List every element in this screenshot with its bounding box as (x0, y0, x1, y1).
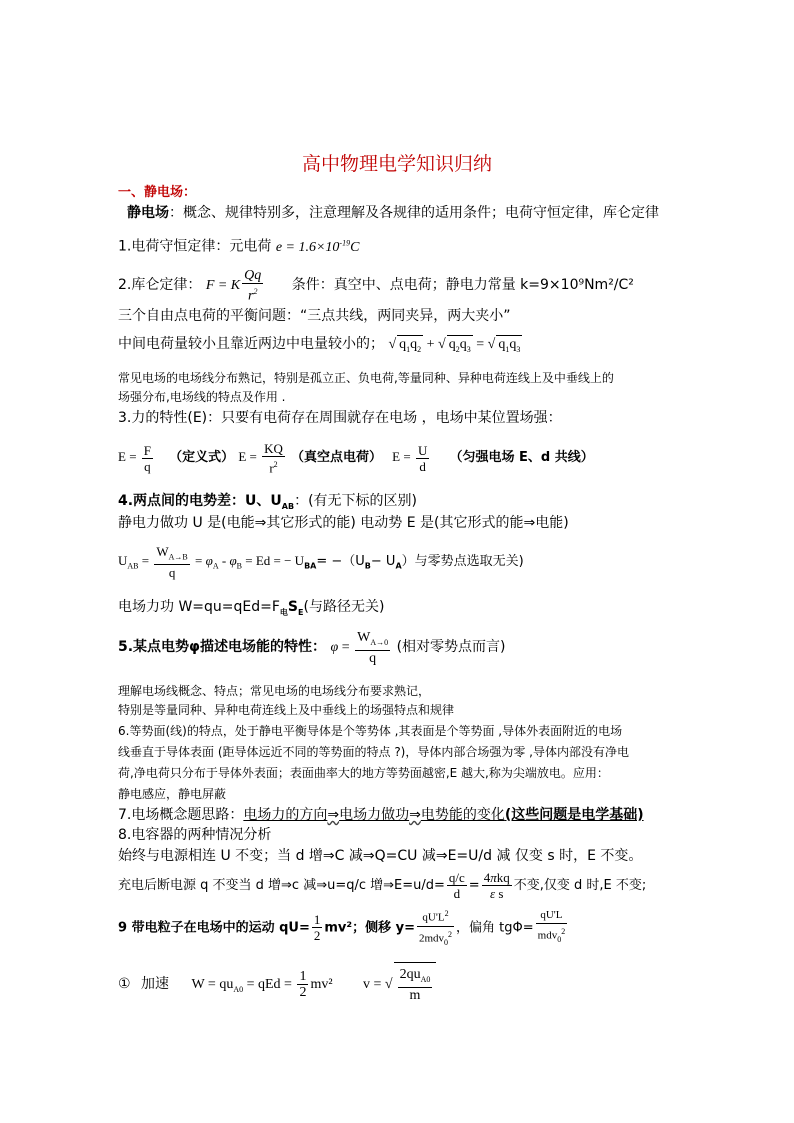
capacitor-disconnected-line: 充电后断电源 q 不变当 d 增⇒c 减⇒u=q/c 增⇒E=u/d= $\frac{q/c}{d}$ = $\frac{\text{4πkq}}{\text{ε s}}$ 不变,仅变 d 时,E 不变; (118, 870, 647, 901)
field-def-formula: E = $\frac{F}{q}$ (118, 442, 152, 474)
uab-formula: $U_{AB}$ = $\frac{W_{A\to B}}{q}$ = $\varphi_A - \varphi_B$ (118, 543, 242, 581)
uniform-field-formula: E = $\frac{U}{d}$ (392, 442, 428, 474)
uniform-field-label: （匀强电场 E、d 共线） (449, 450, 594, 465)
point-charge-formula: E = $\frac{KQ}{r^2}$ (238, 440, 283, 476)
line-text: 中间电荷量较小且靠近两边中电量较小的； (118, 336, 384, 352)
sqrt-formula: √ $q_1q_2$ + √ $q_2q_3$ = √ $q_1q_3$ (388, 337, 522, 352)
charge-ratio-line (118, 335, 522, 359)
definition-label: （定义式） (169, 450, 235, 465)
force-property-line: 3.力的特性(E)：只要有电荷存在周围就存在电场 ，电场中某位置场强： (118, 410, 562, 426)
capacitor-connected-line: 始终与电源相连 U 不变；当 d 增⇒C 减⇒Q=CU 减⇒E=U/d 减 仅变 s 时，E 不变。 (118, 848, 643, 864)
equipotential-line-4: 静电感应，静电屏蔽 (118, 787, 227, 801)
charge-conservation-line (118, 234, 359, 257)
field-line-rule: 特别是等量同种、异种电荷连线上及中垂线上的场强特点和规律 (118, 703, 455, 717)
three-charge-line: 三个自由点电荷的平衡问题：“三点共线，两同夹异，两大夹小” (118, 308, 511, 324)
intro-bold: 静电场 (127, 205, 169, 221)
intro-rest: ：概念、规律特别多，注意理解及各规律的适用条件；电荷守恒定律，库仑定律 (169, 205, 659, 221)
potential-property-line: 5.某点电势φ描述电场能的特性： φ = $\frac{W_{A\to 0}}{q}$ (相对零势点而言) (118, 629, 506, 666)
capacitor-heading: 8.电容器的两种情况分析 (118, 827, 272, 843)
equipotential-line-1: 6.等势面(线)的特点，处于静电平衡导体是个等势体 ,其表面是个等势面 ,导体外表面附近的电场 (118, 724, 623, 738)
potential-formula: φ = $\frac{W_{A\to 0}}{q}$ (330, 629, 389, 666)
potential-difference-line: 4.两点间的电势差：U、$U_{AB}$：(有无下标的区别) (118, 493, 418, 511)
field-line-note-1: 常见电场的电场线分布熟记，特别是孤立正、负电荷,等量同种、异种电荷连线上及中垂线上的 (118, 371, 614, 385)
field-work-line: 电场力功 $W=qu=qEd=F_电S_E$(与路径无关) (118, 599, 385, 617)
work-emf-line: 静电力做功 U 是(电能⇒其它形式的能) 电动势 E 是(其它形式的能⇒电能) (118, 515, 569, 531)
equipotential-line-3: 荷,净电荷只分布于导体外表面；表面曲率大的地方等势面越密,E 越大,称为尖端放电。应用： (118, 766, 609, 780)
acceleration-line: ① 加速 $W = qu_{A0}$ = qEd = $\frac{1}{2}$ mv² v = √ $\frac{2qu_{A0}}{m}$ (118, 962, 436, 1012)
field-line-concept: 理解电场线概念、特点；常见电场的电场线分布要求熟记， (118, 684, 431, 698)
field-formulas-line (118, 437, 594, 478)
equipotential-line-2: 线垂直于导体表面 (距导体远近不同的等势面的特点 ?)，导体内部合场强为零 ,导体内部没有净电 (118, 745, 629, 759)
line-text: 2.库仑定律： (118, 277, 202, 294)
intro-line (127, 204, 659, 222)
charged-particle-line: 9 带电粒子在电场中的运动 qU= $\frac{1}{2}$ mv²；侧移 y= $\frac{qU'L^2}{2mdv_0^2}$ ，偏角 tgΦ= $\frac{qU'L}{mdv_0^2}$ (118, 906, 569, 950)
line-text: 1.电荷守恒定律：元电荷 (118, 238, 272, 255)
elementary-charge-formula: $e = 1.6\times 10^{-19}C$ (275, 238, 360, 255)
concept-approach-line: 7.电场概念题思路：电场力的方向⇒电场力做功⇒电势能的变化(这些问题是电学基础) (118, 807, 644, 823)
coulomb-formula: F = K $\frac{Qq}{r^2}$ (205, 268, 262, 304)
point-charge-label: （真空点电荷） (291, 450, 383, 465)
field-line-note-2: 场强分布,电场线的特点及作用 . (118, 390, 286, 404)
coulomb-law-line (118, 268, 634, 304)
section-heading: 一、静电场： (118, 185, 197, 200)
potential-formula-line: $U_{AB}$ = $\frac{W_{A\to B}}{q}$ = $\varphi_A - \varphi_B = Ed$ = − $U_{BA}= -(U_B- U_A)$与零势点选取无关) (118, 543, 524, 581)
coulomb-condition: 条件：真空中、点电荷；静电力常量 k=9×10⁹Nm²/C² (291, 277, 634, 294)
page-title: 高中物理电学知识归纳 (301, 153, 492, 175)
